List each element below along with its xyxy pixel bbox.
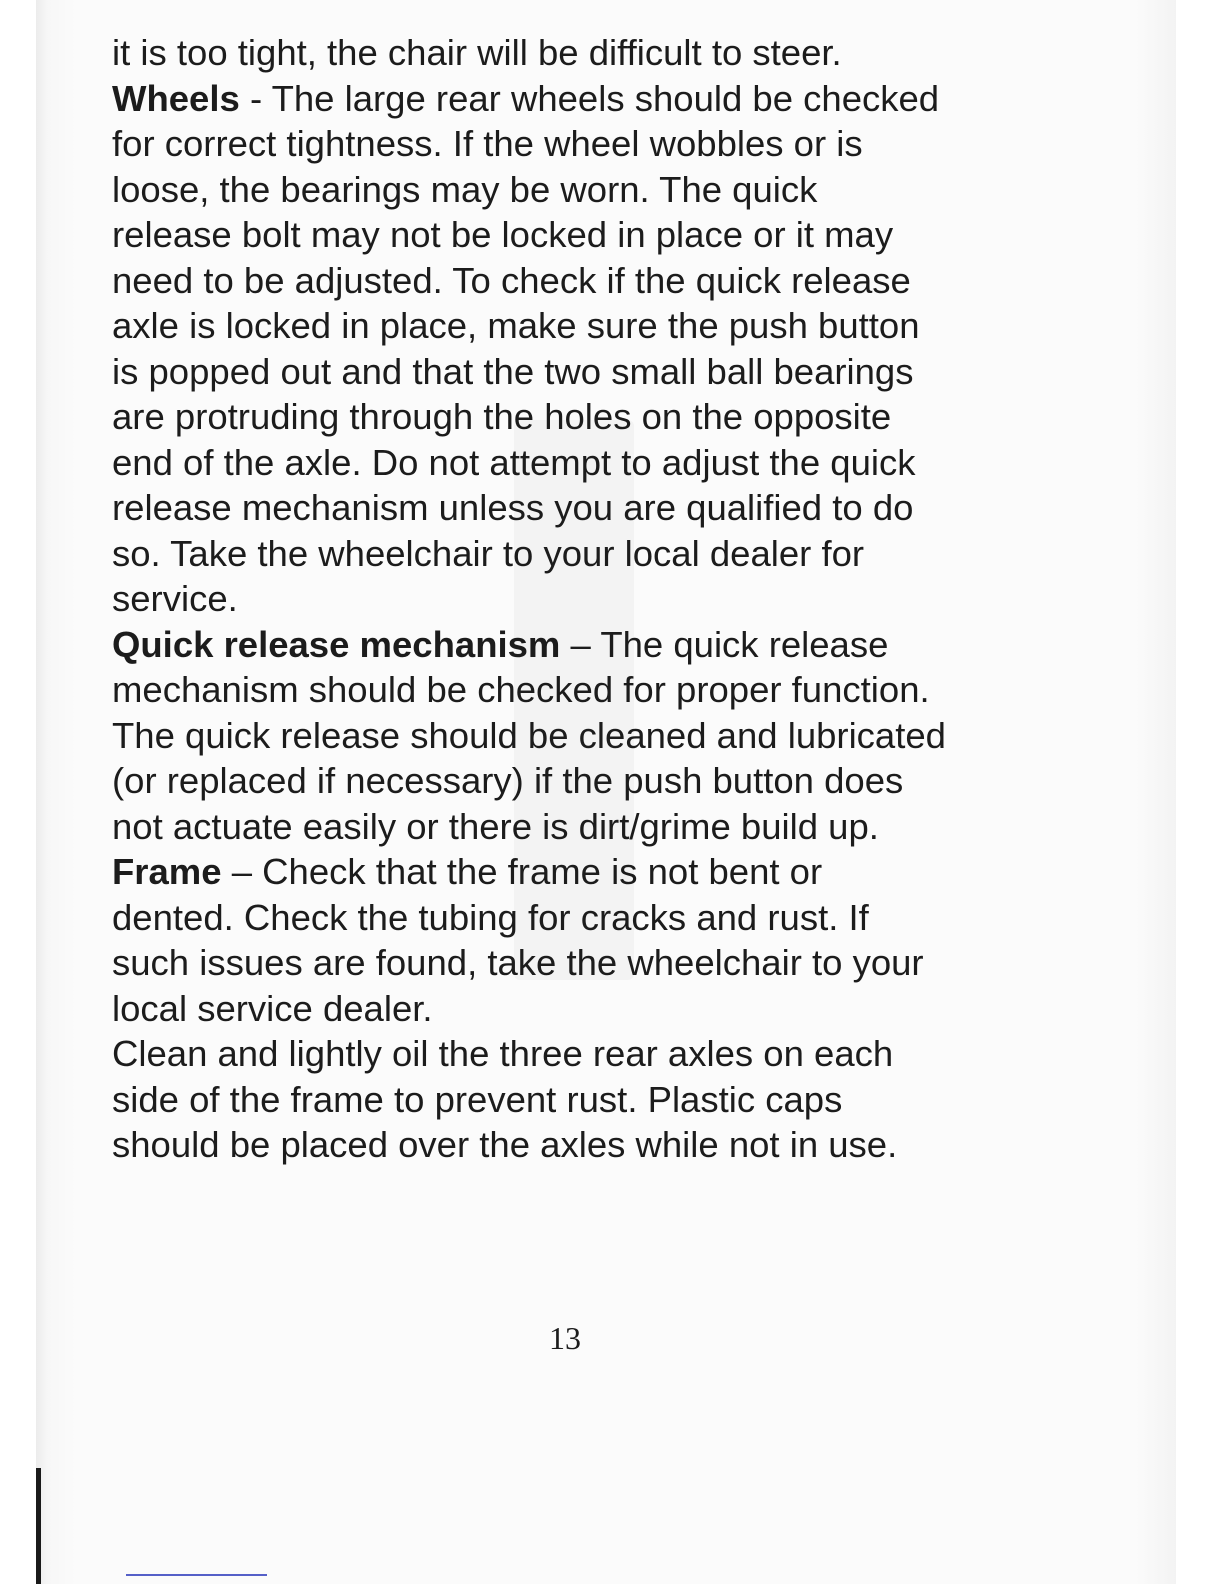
text-line: it is too tight, the chair will be difficult to steer. bbox=[112, 32, 842, 73]
text-line: so. Take the wheelchair to your local dealer for bbox=[112, 532, 865, 574]
section-heading: Wheels bbox=[112, 77, 240, 119]
text-line: release mechanism unless you are qualified to do bbox=[112, 487, 914, 528]
section-heading: Frame bbox=[112, 851, 222, 892]
text-line: for correct tightness. If the wheel wobbles or is bbox=[112, 123, 863, 164]
text-line: Clean and lightly oil the three rear axles on each bbox=[112, 1033, 894, 1074]
text-line: need to be adjusted. To check if the quick release bbox=[112, 259, 911, 301]
text-line: The quick release should be cleaned and lubricated bbox=[112, 714, 946, 756]
text-line: such issues are found, take the wheelchair to your bbox=[112, 942, 924, 983]
section-heading: Quick release mechanism bbox=[112, 623, 561, 665]
text-line bbox=[112, 76, 1052, 122]
line-text: The large rear wheels should be checked bbox=[271, 77, 940, 119]
text-line: side of the frame to prevent rust. Plastic caps bbox=[112, 1078, 843, 1120]
scan-edge-mark bbox=[36, 1468, 41, 1584]
text-line: axle is locked in place, make sure the push button bbox=[112, 305, 920, 346]
wheels-paragraph bbox=[112, 76, 1052, 622]
text-line: end of the axle. Do not attempt to adjust the quick bbox=[112, 441, 916, 483]
text-line: local service dealer. bbox=[112, 987, 433, 1029]
heading-separator: – bbox=[560, 623, 601, 665]
text-line: is popped out and that the two small ball bearings bbox=[112, 350, 914, 392]
intro-paragraph bbox=[112, 30, 1052, 76]
heading-separator: - bbox=[239, 77, 272, 119]
bottom-rule bbox=[126, 1574, 267, 1576]
text-line: loose, the bearings may be worn. The quick bbox=[112, 168, 818, 210]
text-line bbox=[112, 622, 1052, 668]
body-text bbox=[112, 30, 1052, 1168]
heading-separator: – bbox=[221, 851, 263, 892]
frame-paragraph bbox=[112, 849, 1052, 1168]
page-number: 13 bbox=[549, 1320, 581, 1356]
text-line: should be placed over the axles while not in use. bbox=[112, 1124, 898, 1165]
text-line: mechanism should be checked for proper function. bbox=[112, 669, 930, 710]
text-line: (or replaced if necessary) if the push button does bbox=[112, 760, 904, 801]
text-line bbox=[112, 849, 1052, 895]
line-text: The quick release bbox=[600, 623, 889, 665]
line-text: Check that the frame is not bent or bbox=[262, 851, 823, 892]
text-line: dented. Check the tubing for cracks and rust. If bbox=[112, 896, 869, 938]
text-line: release bolt may not be locked in place or it may bbox=[112, 214, 894, 255]
quick-release-paragraph bbox=[112, 622, 1052, 850]
text-line: are protruding through the holes on the opposite bbox=[112, 396, 892, 437]
text-line: not actuate easily or there is dirt/grime build up. bbox=[112, 805, 879, 847]
text-line: service. bbox=[112, 578, 238, 619]
